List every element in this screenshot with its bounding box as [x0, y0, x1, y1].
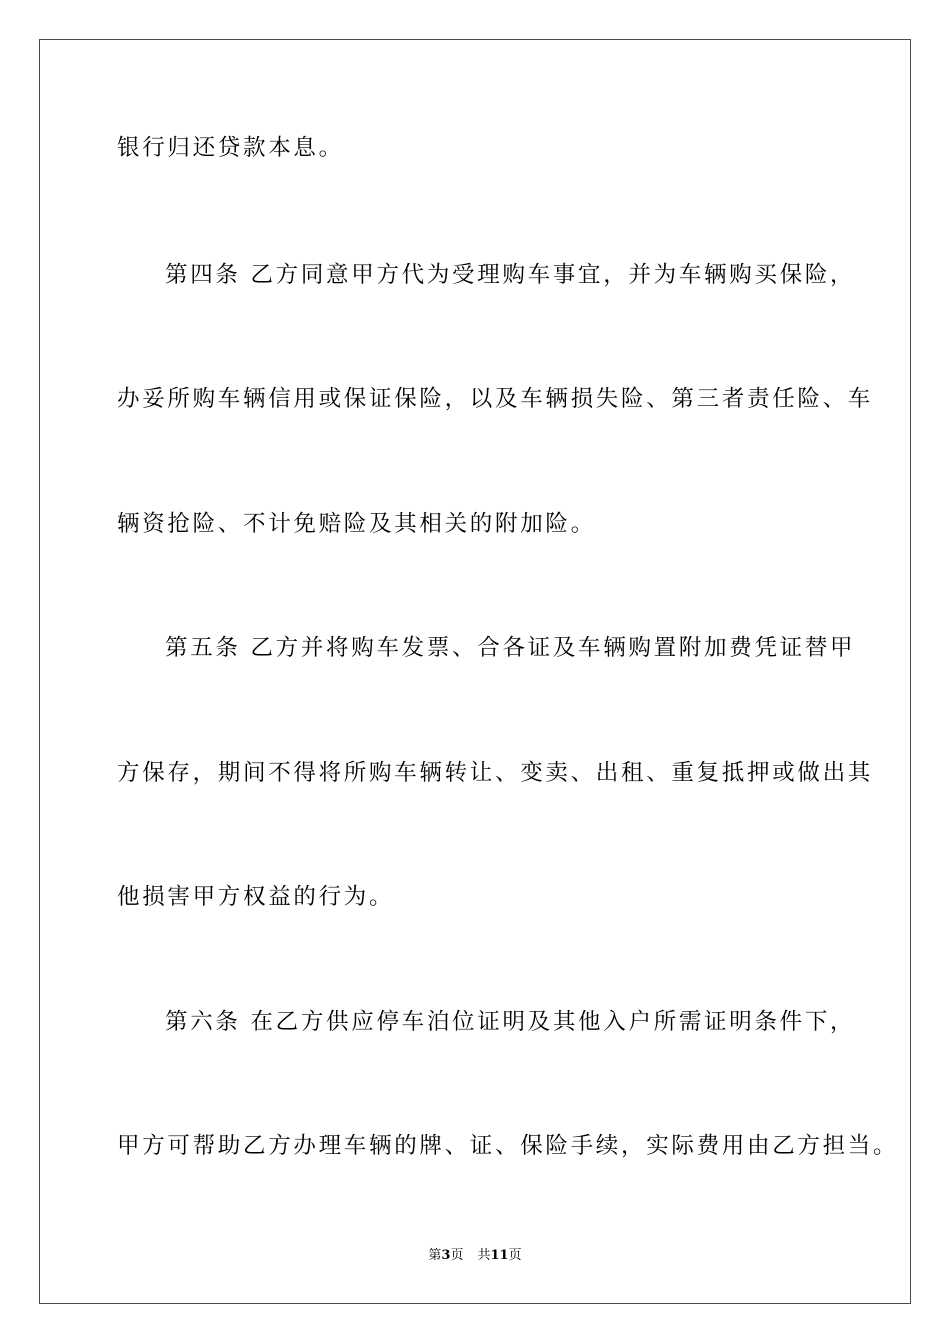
article-4-line-1: 第四条 乙方同意甲方代为受理购车事宜，并为车辆购买保险， — [165, 262, 856, 288]
article-4-line-2: 办妥所购车辆信用或保证保险，以及车辆损失险、第三者责任险、车 — [117, 386, 874, 412]
page-border — [39, 39, 911, 1304]
page-number: 3 — [441, 1248, 451, 1263]
page-prefix: 第 — [428, 1248, 442, 1263]
article-5-line-1: 第五条 乙方并将购车发票、合各证及车辆购置附加费凭证替甲 — [165, 635, 856, 661]
total-pages: 11 — [490, 1248, 509, 1263]
article-5-line-3: 他损害甲方权益的行为。 — [117, 884, 395, 910]
total-suffix: 页 — [508, 1248, 522, 1263]
article-4-line-3: 辆资抢险、不计免赔险及其相关的附加险。 — [117, 511, 596, 537]
article-6-line-2: 甲方可帮助乙方办理车辆的牌、证、保险手续，实际费用由乙方担当。 — [117, 1133, 899, 1159]
text-line-1: 银行归还贷款本息。 — [117, 135, 344, 161]
article-6-line-1: 第六条 在乙方供应停车泊位证明及其他入户所需证明条件下， — [165, 1009, 856, 1035]
page-suffix: 页 — [450, 1248, 464, 1263]
total-prefix: 共 — [477, 1248, 491, 1263]
article-5-line-2: 方保存，期间不得将所购车辆转让、变卖、出租、重复抵押或做出其 — [117, 760, 874, 786]
page-footer — [0, 1249, 950, 1262]
